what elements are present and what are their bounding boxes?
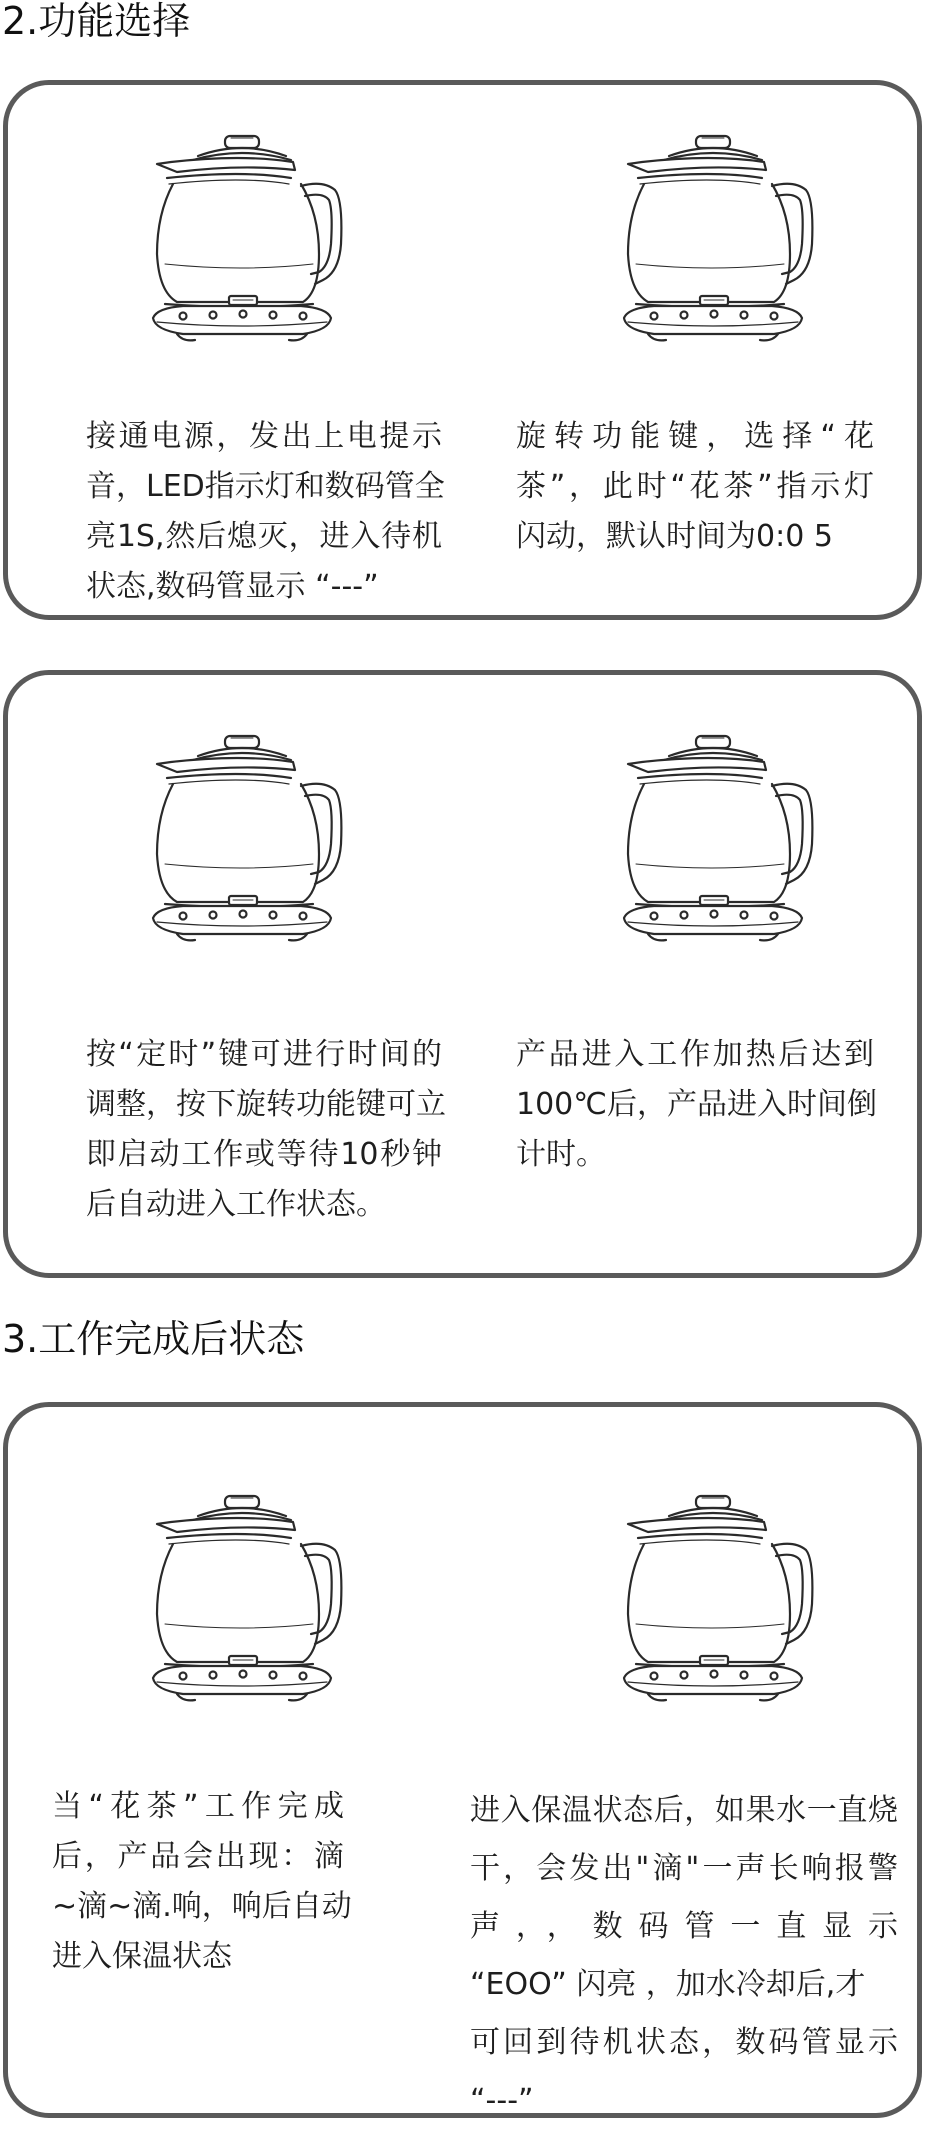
kettle-illustration [614, 734, 814, 946]
instruction-text [86, 1030, 446, 1230]
instruction-text [516, 1030, 877, 1180]
instruction-text [470, 1782, 898, 2130]
text-line: 音，LED指示灯和数码管全 [86, 469, 445, 504]
kettle-illustration [143, 1494, 343, 1706]
kettle-illustration [614, 1494, 814, 1706]
text-line: 计时。 [516, 1137, 606, 1172]
text-line: 进入保温状态 [52, 1939, 232, 1974]
text-line: ~滴~滴.响，响后自动 [52, 1889, 352, 1924]
text-line: 后自动进入工作状态。 [86, 1187, 386, 1222]
text-line: 后，产品会出现：滴 [52, 1839, 344, 1874]
text-line: 声，，数码管一直显示 [470, 1909, 898, 1944]
text-line: 进入保温状态后，如果水一直烧 [470, 1793, 898, 1828]
kettle-illustration [143, 734, 343, 946]
text-line: 调整，按下旋转功能键可立 [86, 1087, 446, 1122]
text-line: 闪动，默认时间为0:0 5 [516, 519, 833, 554]
text-line: 旋转功能键，选择“花 [516, 419, 874, 454]
section-title-function-selection: 2.功能选择 [2, 0, 191, 43]
text-line: 亮1S,然后熄灭，进入待机 [86, 519, 442, 554]
instruction-text [86, 412, 445, 612]
text-line: 状态,数码管显示 “---” [86, 569, 379, 604]
text-line: 茶”，此时“花茶”指示灯 [516, 469, 874, 504]
text-line: 可回到待机状态，数码管显示 [470, 2025, 898, 2060]
instruction-text [516, 412, 874, 562]
kettle-illustration [143, 134, 343, 346]
text-line: 接通电源，发出上电提示 [86, 419, 442, 454]
text-line: “---” [470, 2083, 534, 2118]
section-title-work-complete-status: 3.工作完成后状态 [2, 1317, 305, 1361]
text-line: 100℃后，产品进入时间倒 [516, 1087, 877, 1122]
text-line: 干，会发出"滴"一声长响报警 [470, 1851, 898, 1886]
text-line: 产品进入工作加热后达到 [516, 1037, 874, 1072]
text-line: “EOO” 闪亮 ，加水冷却后,才 [470, 1967, 866, 2002]
text-line: 即启动工作或等待10秒钟 [86, 1137, 442, 1172]
text-line: 当“花茶”工作完成 [52, 1789, 344, 1824]
kettle-illustration [614, 134, 814, 346]
text-line: 按“定时”键可进行时间的 [86, 1037, 442, 1072]
instruction-text [52, 1782, 352, 1982]
